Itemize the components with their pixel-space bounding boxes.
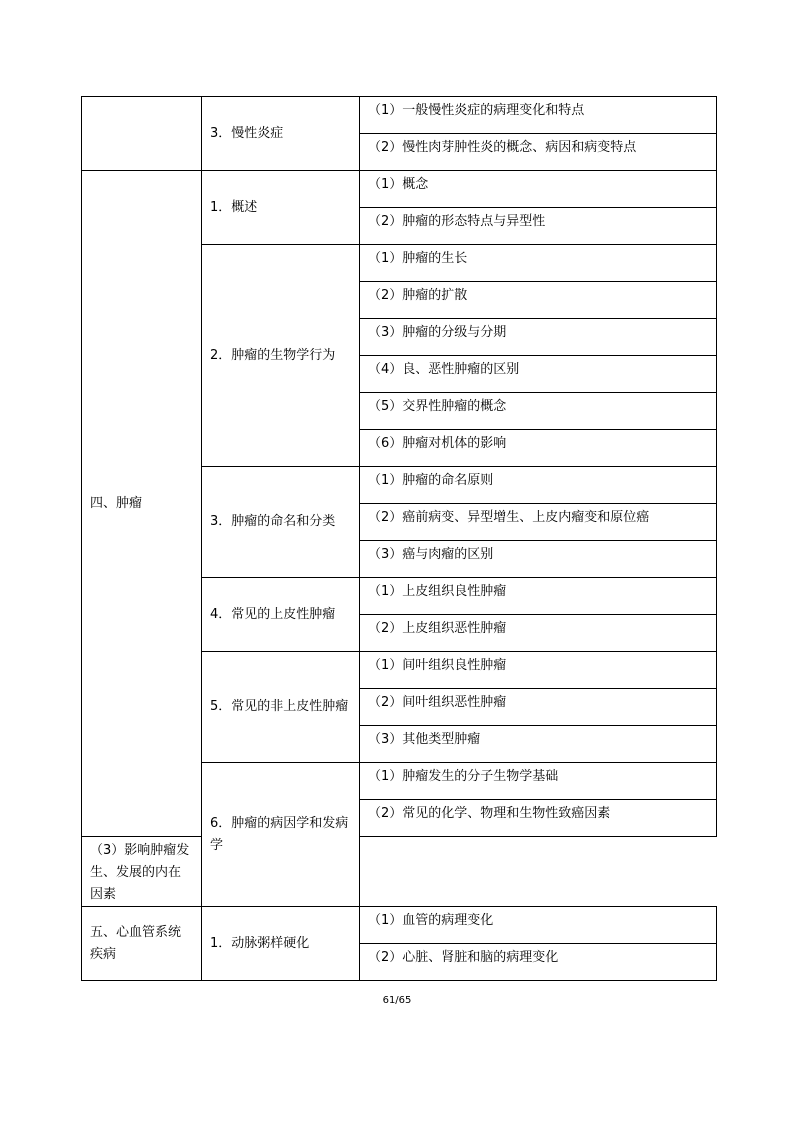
item-cell: （2）上皮组织恶性肿瘤	[360, 615, 717, 652]
item-cell: （1）间叶组织良性肿瘤	[360, 652, 717, 689]
item-cell: （1）肿瘤发生的分子生物学基础	[360, 763, 717, 800]
table-row	[82, 97, 717, 134]
topic-cell: 2．肿瘤的生物学行为	[202, 245, 360, 467]
topic-cell: 3．慢性炎症	[202, 97, 360, 171]
chapter-cell	[82, 97, 202, 171]
topic-cell: 3．肿瘤的命名和分类	[202, 467, 360, 578]
topic-cell: 1．动脉粥样硬化	[202, 907, 360, 981]
topic-cell: 5．常见的非上皮性肿瘤	[202, 652, 360, 763]
item-cell: （3）癌与肉瘤的区别	[360, 541, 717, 578]
item-cell: （2）癌前病变、异型增生、上皮内瘤变和原位癌	[360, 504, 717, 541]
item-cell: （2）间叶组织恶性肿瘤	[360, 689, 717, 726]
topic-cell: 4．常见的上皮性肿瘤	[202, 578, 360, 652]
table-row	[82, 907, 717, 944]
item-cell: （3）影响肿瘤发生、发展的内在因素	[82, 837, 202, 907]
item-cell: （5）交界性肿瘤的概念	[360, 393, 717, 430]
chapter-cell: 五、心血管系统疾病	[82, 907, 202, 981]
page-number: 61/65	[382, 995, 412, 1006]
table-row	[82, 837, 717, 907]
item-cell: （1）一般慢性炎症的病理变化和特点	[360, 97, 717, 134]
item-cell: （3）其他类型肿瘤	[360, 726, 717, 763]
item-cell: （2）肿瘤的扩散	[360, 282, 717, 319]
item-cell: （6）肿瘤对机体的影响	[360, 430, 717, 467]
chapter-cell: 四、肿瘤	[82, 171, 202, 837]
topic-cell: 1．概述	[202, 171, 360, 245]
item-cell: （1）血管的病理变化	[360, 907, 717, 944]
syllabus-table	[81, 96, 717, 981]
item-cell: （2）肿瘤的形态特点与异型性	[360, 208, 717, 245]
item-cell: （1）肿瘤的命名原则	[360, 467, 717, 504]
item-cell: （2）常见的化学、物理和生物性致癌因素	[360, 800, 717, 837]
table-row	[82, 171, 717, 208]
topic-cell: 6．肿瘤的病因学和发病学	[202, 763, 360, 907]
item-cell: （2）心脏、肾脏和脑的病理变化	[360, 944, 717, 981]
item-cell: （3）肿瘤的分级与分期	[360, 319, 717, 356]
item-cell: （4）良、恶性肿瘤的区别	[360, 356, 717, 393]
item-cell: （1）上皮组织良性肿瘤	[360, 578, 717, 615]
item-cell: （1）概念	[360, 171, 717, 208]
item-cell: （1）肿瘤的生长	[360, 245, 717, 282]
item-cell: （2）慢性肉芽肿性炎的概念、病因和病变特点	[360, 134, 717, 171]
